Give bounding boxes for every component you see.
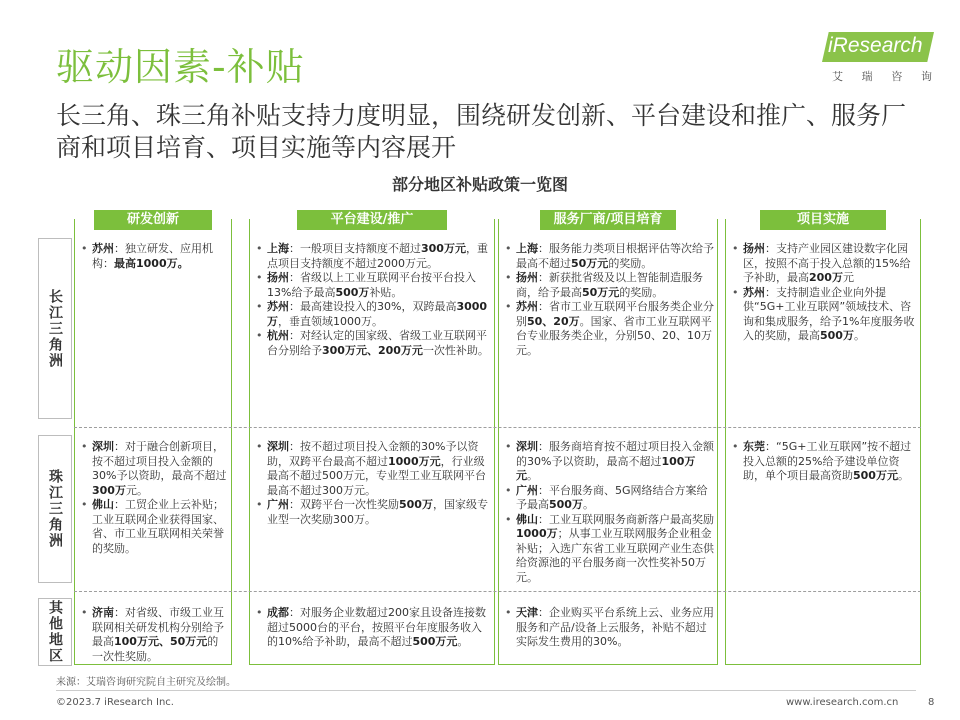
policy-list bbox=[80, 440, 228, 556]
subtitle: 长三角、珠三角补贴支持力度明显，围绕研发创新、平台建设和推广、服务厂商和项目培育、项目实施等内容展开 bbox=[56, 101, 907, 162]
policy-text: 的奖励。 bbox=[619, 285, 664, 299]
page-title: 驱动因素-补贴 bbox=[56, 45, 305, 89]
logo-char: 艾 bbox=[832, 70, 843, 83]
policy-city: 广州 bbox=[267, 498, 289, 511]
policy-city: 深圳 bbox=[267, 440, 289, 453]
policy-text: ，行业级最高不超过500万元，专业型工业互联网平台最高不超过300万元。 bbox=[267, 454, 486, 497]
policy-text: ；从事工业互联网服务企业租金补贴；入选广东省工业互联网产业生态供给资源池的平台服务商一次性奖补50万元。 bbox=[516, 527, 714, 584]
policy-text: 。 bbox=[527, 469, 538, 482]
policy-amount: 500万 bbox=[399, 498, 433, 511]
page-number: 8 bbox=[928, 697, 935, 708]
policy-item bbox=[731, 286, 917, 344]
policy-list bbox=[255, 606, 491, 650]
policy-text: ，重点项目支持额度不超过2000万元。 bbox=[267, 242, 488, 270]
policy-city: 深圳 bbox=[92, 440, 114, 453]
policy-city: 上海 bbox=[516, 242, 538, 255]
policy-text: 的奖励。 bbox=[608, 256, 653, 270]
policy-amount: 500万 bbox=[549, 498, 583, 511]
policy-amount: 300万元、200万元 bbox=[322, 343, 423, 357]
policy-item bbox=[80, 498, 228, 556]
logo-char: 咨 bbox=[891, 70, 903, 83]
policy-list bbox=[255, 242, 491, 358]
logo-char: 瑞 bbox=[861, 70, 873, 83]
policy-city: 扬州 bbox=[267, 271, 289, 284]
policy-amount: 最高1000万。 bbox=[114, 256, 189, 270]
policy-amount: 1000万 bbox=[516, 527, 558, 540]
row-separator bbox=[74, 427, 921, 428]
policy-amount: 500万 bbox=[820, 329, 854, 342]
policy-text: ：工贸企业上云补贴；工业互联网企业获得国家、省、市工业互联网相关荣誉的奖励。 bbox=[92, 498, 224, 555]
policy-text: ：独立研发、应用机构： bbox=[92, 242, 213, 270]
policy-city: 杭州 bbox=[267, 329, 289, 342]
source-note: 来源：艾瑞咨询研究院自主研究及绘制。 bbox=[56, 677, 236, 688]
column-header-project: 项目实施 bbox=[760, 210, 886, 230]
policy-text: ：“5G+工业互联网”按不超过投入总额的25%给予建设单位资助，单个项目最高资助 bbox=[743, 440, 912, 482]
policy-text: 。 bbox=[853, 329, 865, 342]
policy-text: ：双跨平台一次性奖励 bbox=[289, 498, 399, 511]
policy-city: 苏州 bbox=[743, 285, 765, 299]
policy-item bbox=[80, 242, 228, 271]
cell-r1c0 bbox=[80, 440, 228, 556]
policy-amount: 300万 bbox=[92, 483, 126, 497]
column-header-platform: 平台建设/推广 bbox=[297, 210, 447, 230]
policy-text: 一次性补助。 bbox=[422, 343, 489, 357]
policy-city: 佛山 bbox=[92, 498, 114, 511]
policy-text: ：企业购买平台系统上云、业务应用服务和产品/设备上云服务，补贴不超过实际发生费用的30%。 bbox=[516, 606, 714, 648]
policy-item bbox=[731, 440, 917, 484]
policy-text: 元 bbox=[842, 271, 854, 284]
policy-item bbox=[504, 440, 714, 484]
policy-text: ：省级以上工业互联网平台按平台投入13%给予最高 bbox=[267, 271, 476, 299]
policy-amount: 300万元 bbox=[421, 242, 466, 255]
policy-item bbox=[504, 271, 714, 300]
policy-amount: 50万元 bbox=[582, 285, 620, 299]
policy-text: ：工业互联网服务商新落户最高奖励 bbox=[538, 512, 714, 526]
policy-amount: 50、20万 bbox=[527, 314, 580, 328]
policy-item bbox=[255, 271, 491, 300]
policy-item bbox=[255, 329, 491, 358]
policy-amount: 100万元 bbox=[516, 454, 696, 482]
policy-amount: 500万 bbox=[335, 285, 370, 299]
policy-item bbox=[80, 606, 228, 664]
policy-item bbox=[255, 498, 491, 527]
policy-item bbox=[504, 513, 714, 586]
policy-text: 的一次性奖励。 bbox=[92, 635, 219, 663]
policy-city: 东莞 bbox=[743, 440, 765, 453]
policy-item bbox=[731, 242, 917, 286]
policy-text: 元。 bbox=[125, 483, 148, 497]
policy-text: 。 bbox=[897, 469, 909, 482]
policy-item bbox=[80, 440, 228, 498]
logo-subtitle bbox=[832, 68, 932, 84]
policy-list bbox=[80, 242, 228, 271]
policy-city: 扬州 bbox=[516, 271, 538, 284]
table-title: 部分地区补贴政策一览图 bbox=[391, 175, 568, 194]
cell-r2c0 bbox=[80, 606, 228, 664]
policy-amount: 100万元、50万元 bbox=[114, 635, 208, 648]
policy-list bbox=[731, 242, 917, 344]
row-label-other: 其他地区 bbox=[38, 598, 72, 666]
policy-city: 苏州 bbox=[267, 300, 289, 313]
policy-text: ：支持制造业企业向外提供“5G+工业互联网”领域技术、咨询和集成服务，给予1%年度服务收入的奖励，最高 bbox=[743, 285, 915, 342]
cell-r1c1 bbox=[255, 440, 491, 527]
footer-url: www.iresearch.com.cn bbox=[786, 697, 899, 708]
policy-city: 济南 bbox=[92, 606, 114, 619]
logo bbox=[812, 28, 932, 88]
logo-text: iResearch bbox=[828, 34, 923, 57]
policy-list bbox=[504, 440, 714, 585]
row-label-pearl: 珠江三角洲 bbox=[38, 435, 72, 583]
policy-amount: 1000万元 bbox=[388, 454, 441, 468]
policy-text: ：新获批省级及以上智能制造服务商，给予最高 bbox=[516, 271, 703, 299]
cell-r1c3 bbox=[731, 440, 917, 484]
policy-text: ：平台服务商、5G网络结合方案给予最高 bbox=[516, 483, 708, 511]
policy-city: 苏州 bbox=[516, 300, 538, 313]
copyright: ©2023.7 iResearch Inc. bbox=[56, 697, 174, 708]
cell-r0c1 bbox=[255, 242, 491, 358]
policy-city: 成都 bbox=[267, 606, 289, 619]
cell-r0c2 bbox=[504, 242, 714, 358]
policy-city: 苏州 bbox=[92, 242, 114, 255]
policy-item bbox=[255, 606, 491, 650]
policy-text: ：对服务企业数超过200家且设备连接数超过5000台的平台，按照平台年度服务收入的10%给予补助，最高不超过 bbox=[267, 606, 486, 648]
policy-item bbox=[504, 242, 714, 271]
cell-r2c1 bbox=[255, 606, 491, 650]
policy-text: 。 bbox=[457, 635, 469, 648]
policy-city: 广州 bbox=[516, 483, 538, 497]
policy-text: ：最高建设投入的30%，双跨最高 bbox=[289, 300, 457, 313]
policy-city: 扬州 bbox=[743, 242, 765, 255]
policy-text: ，垂直领域1000万。 bbox=[278, 314, 383, 328]
policy-text: ：对于融合创新项目，按不超过项目投入金额的30%予以资助，最高不超过 bbox=[92, 440, 227, 482]
policy-text: ：服务能力类项目根据评估等次给予最高不超过 bbox=[516, 242, 714, 270]
policy-item bbox=[504, 606, 714, 650]
cell-r2c2 bbox=[504, 606, 714, 650]
policy-city: 深圳 bbox=[516, 440, 538, 453]
policy-list bbox=[255, 440, 491, 527]
policy-text: ：按不超过项目投入金额的30%予以资助，双跨平台最高不超过 bbox=[267, 440, 479, 468]
policy-text: ：对省级、市级工业互联网相关研发机构分别给予最高 bbox=[92, 606, 224, 648]
policy-text: 补贴。 bbox=[369, 285, 403, 299]
policy-item bbox=[504, 300, 714, 358]
policy-text: 。国家、省市工业互联网平台专业服务类企业，分别50、20、10万元。 bbox=[516, 314, 712, 357]
policy-item bbox=[255, 440, 491, 498]
policy-city: 天津 bbox=[516, 606, 538, 619]
policy-list bbox=[80, 606, 228, 664]
policy-text: ：服务商培育按不超过项目投入金额的30%予以资助，最高不超过 bbox=[516, 440, 714, 468]
policy-amount: 50万元 bbox=[571, 256, 609, 270]
policy-text: ：一般项目支持额度不超过 bbox=[289, 242, 421, 255]
footer-divider bbox=[56, 690, 916, 691]
policy-list bbox=[504, 242, 714, 358]
policy-item bbox=[255, 300, 491, 329]
policy-text: ，国家级专业型一次奖励300万。 bbox=[267, 498, 488, 526]
row-label-yangtze: 长江三角洲 bbox=[38, 238, 72, 419]
policy-list bbox=[731, 440, 917, 484]
policy-text: ：对经认定的国家级、省级工业互联网平台分别给予 bbox=[267, 329, 487, 357]
cell-r0c0 bbox=[80, 242, 228, 271]
logo-char: 询 bbox=[920, 70, 932, 83]
cell-r0c3 bbox=[731, 242, 917, 344]
policy-amount: 500万元 bbox=[853, 469, 898, 482]
policy-text: ：支持产业园区建设数字化园区，按照不高于投入总额的15%给予补助，最高 bbox=[743, 242, 911, 284]
policy-text: 。 bbox=[582, 498, 594, 511]
policy-city: 佛山 bbox=[516, 512, 538, 526]
policy-list bbox=[504, 606, 714, 650]
policy-city: 上海 bbox=[267, 242, 289, 255]
row-separator bbox=[74, 591, 921, 592]
policy-amount: 500万元 bbox=[412, 635, 458, 648]
policy-item bbox=[255, 242, 491, 271]
column-header-rd: 研发创新 bbox=[94, 210, 212, 230]
policy-amount: 3000万 bbox=[267, 300, 488, 328]
policy-amount: 200万 bbox=[809, 271, 843, 284]
policy-text: ：省市工业互联网平台服务类企业分别 bbox=[516, 300, 714, 328]
policy-item bbox=[504, 484, 714, 513]
column-header-service: 服务厂商/项目培育 bbox=[540, 210, 676, 230]
cell-r1c2 bbox=[504, 440, 714, 585]
